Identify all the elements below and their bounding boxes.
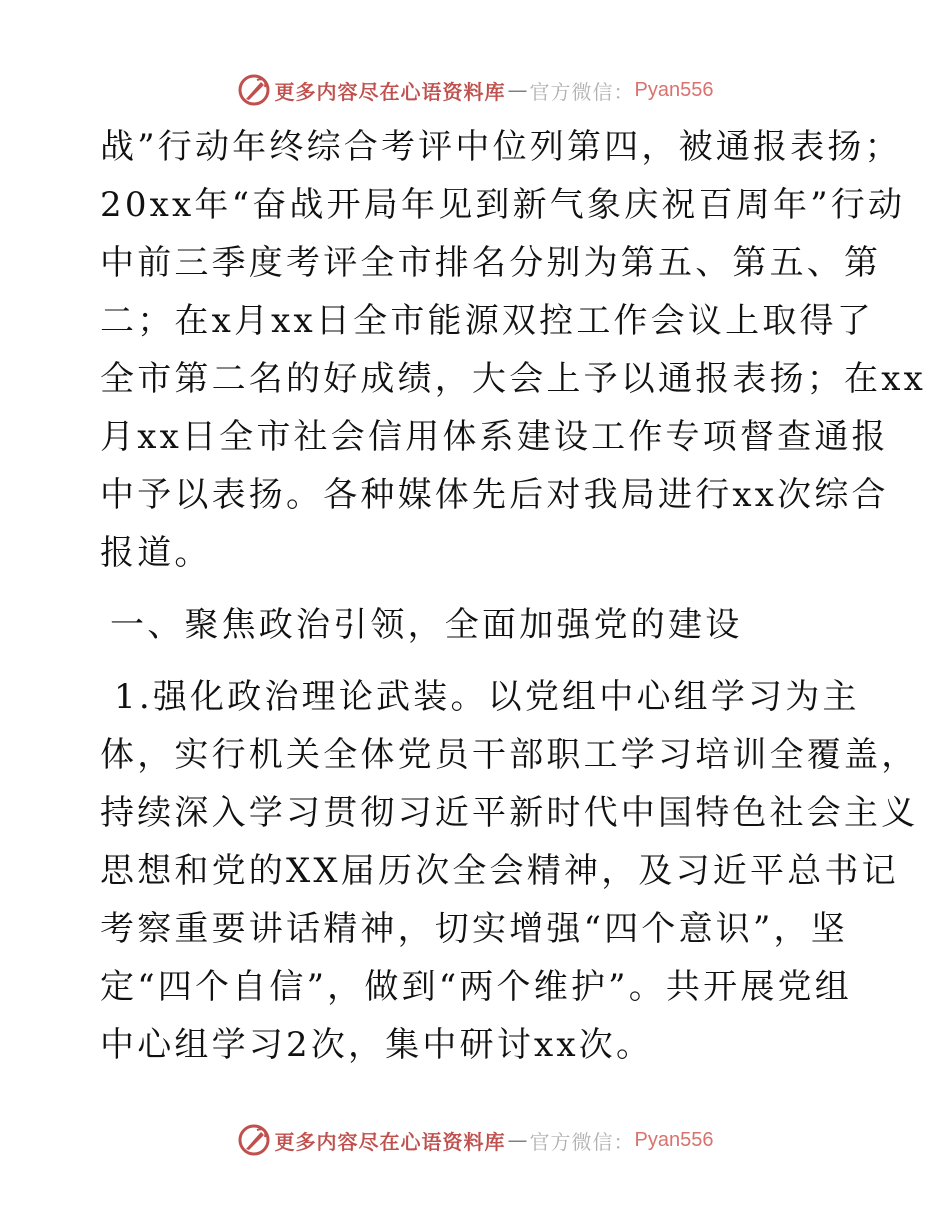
text-line: 中予以表扬。各种媒体先后对我局进行xx次综合 (100, 475, 889, 515)
text-line: 月xx日全市社会信用体系建设工作专项督查通报 (100, 417, 889, 457)
section-heading: 一、聚焦政治引领，全面加强党的建设 (110, 605, 743, 645)
text-line: 二；在x月xx日全市能源双控工作会议上取得了 (100, 301, 874, 341)
watermark-site-text: 更多内容尽在心语资料库 (274, 1129, 506, 1154)
text-line: 考察重要讲话精神，切实增强“四个意识”，坚 (100, 909, 848, 949)
feather-pen-logo-icon (237, 73, 271, 107)
document-body (100, 118, 926, 1074)
header-watermark (0, 70, 950, 110)
text-line: 持续深入学习贯彻习近平新时代中国特色社会主义 (100, 793, 919, 833)
text-line: 中前三季度考评全市排名分别为第五、第五、第 (100, 243, 882, 283)
text-line: 思想和党的XX届历次全会精神，及习近平总书记 (100, 851, 899, 891)
text-line: 中心组学习2次，集中研讨xx次。 (100, 1025, 654, 1065)
paragraph-awards (100, 118, 926, 582)
watermark-wechat-label: 官方微信： (529, 1129, 635, 1154)
text-line: 定“四个自信”，做到“两个维护”。共开展党组 (100, 967, 852, 1007)
watermark-site-text: 更多内容尽在心语资料库 (274, 79, 506, 104)
text-line: 报道。 (100, 533, 212, 573)
text-line: 体，实行机关全体党员干部职工学习培训全覆盖， (100, 735, 919, 775)
text-line: 战”行动年终综合考评中位列第四，被通报表扬； (100, 127, 902, 167)
watermark-wechat-label: 官方微信： (529, 79, 635, 104)
text-line: 1.强化政治理论武装。以党组中心组学习为主 (114, 677, 860, 717)
watermark-separator: — (507, 78, 528, 102)
watermark-wechat-id: Pyan556 (634, 78, 714, 101)
text-line: 全市第二名的好成绩，大会上予以通报表扬；在xx (100, 359, 926, 399)
footer-watermark (0, 1120, 950, 1160)
feather-pen-logo-icon (237, 1123, 271, 1157)
paragraph-theory-study (100, 668, 919, 1074)
watermark-wechat-id: Pyan556 (634, 1128, 714, 1151)
watermark-separator: — (507, 1128, 528, 1152)
text-line: 20xx年“奋战开局年见到新气象庆祝百周年”行动 (100, 185, 906, 225)
